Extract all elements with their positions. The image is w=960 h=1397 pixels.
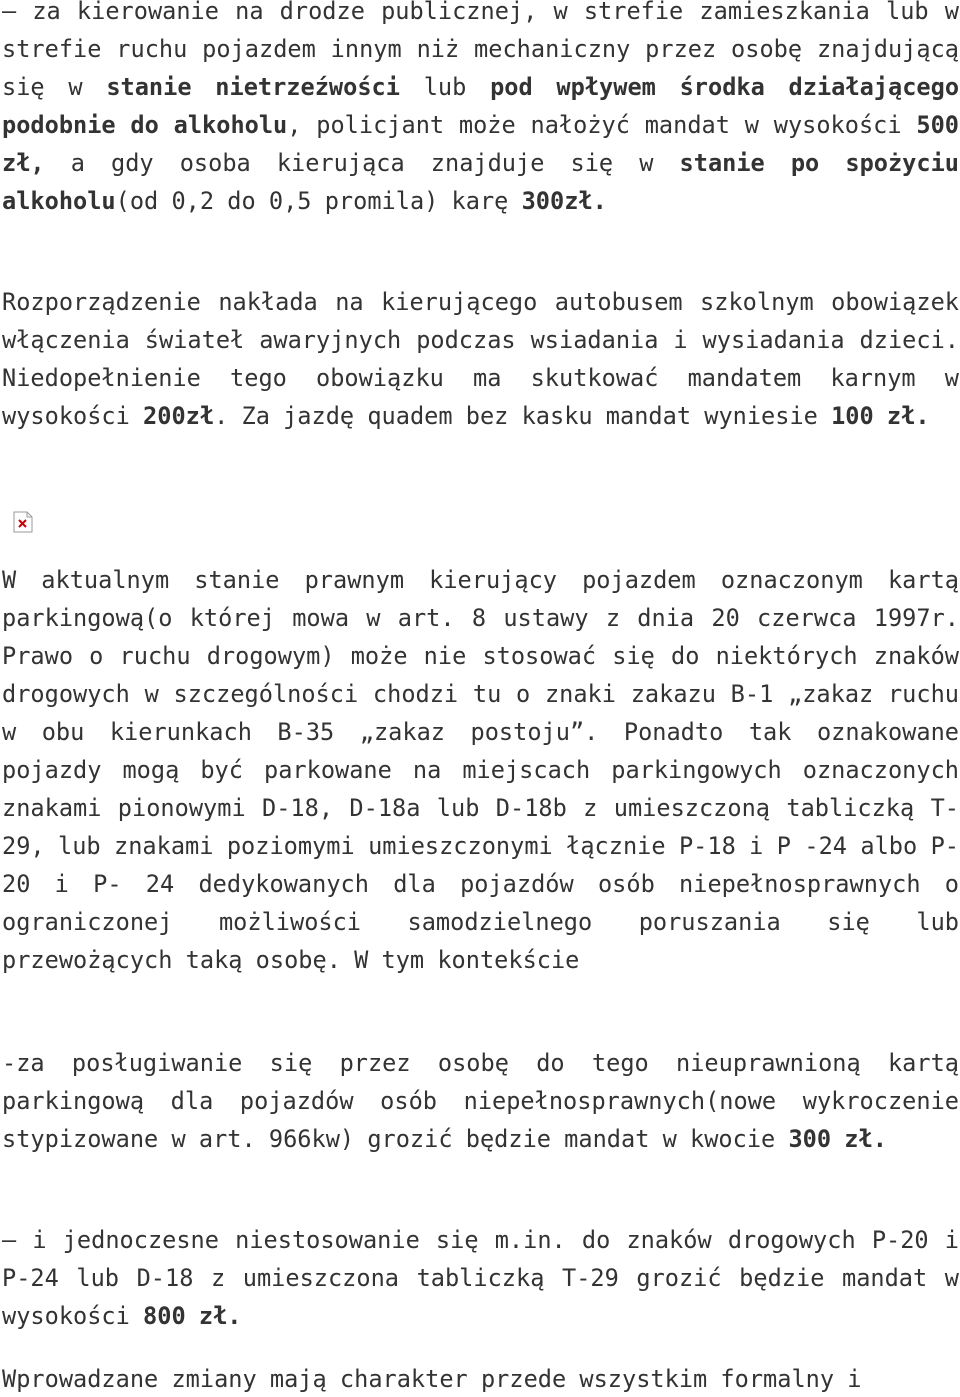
bold-text: 300 zł.: [788, 1125, 887, 1153]
broken-image-icon: [13, 506, 33, 528]
bold-text: stanie po spożyciu alkoholu: [2, 149, 959, 215]
bold-text: 100 zł.: [831, 402, 930, 430]
text-run: Wprowadzane zmiany mają charakter przede wszystkim formalny i: [2, 1365, 862, 1393]
paragraph-parking-card-misuse: [2, 1044, 959, 1158]
text-run: Rozporządzenie nakłada na kierującego autobusem szkolnym obowiązek włączenia świateł awaryjnych podczas wsiadania i wysiadania dzieci. Niedopełnienie tego obowiązku ma skutkować mandatem karnym w wysokości: [2, 288, 959, 430]
bold-text: 500 zł,: [2, 111, 959, 177]
paragraph-changes-formal: [2, 1360, 959, 1397]
text-run: a gdy osoba kierująca znajduje się w: [44, 149, 680, 177]
text-run: . Za jazdę quadem bez kasku mandat wyniesie: [214, 402, 832, 430]
text-run: , policjant może nałożyć mandat w wysokości: [287, 111, 917, 139]
text-run: -za posługiwanie się przez osobę do tego nieuprawnioną kartą parkingową dla pojazdów osób niepełnosprawnych(nowe wykroczenie stypizowane w art. 966kw) grozić będzie mandat w kwocie: [2, 1049, 959, 1153]
text-run: – za kierowanie na drodze publicznej, w strefie zamieszkania lub w strefie ruchu pojazdem innym niż mechaniczny przez osobę znajdującą się w: [2, 0, 959, 101]
text-run: lub: [399, 73, 491, 101]
paragraph-sign-noncompliance: [2, 1221, 959, 1335]
paragraph-parking-card: [2, 561, 959, 979]
bold-text: pod wpływem środka działającego podobnie do alkoholu: [2, 73, 960, 139]
text-run: – i jednoczesne niestosowanie się m.in. do znaków drogowych P-20 i P-24 lub D-18 z umieszczona tabliczką T-29 grozić będzie mandat w wysokości: [2, 1226, 959, 1330]
paragraph-school-bus-quad: [2, 283, 959, 435]
bold-text: 300zł.: [521, 187, 607, 215]
paragraph-alcohol-fines: [2, 0, 959, 220]
bold-text: stanie nietrzeźwości: [106, 73, 400, 101]
text-run: (od 0,2 do 0,5 promila) karę: [115, 187, 522, 215]
text-run: W aktualnym stanie prawnym kierujący pojazdem oznaczonym kartą parkingową(o której mowa w art. 8 ustawy z dnia 20 czerwca 1997r. Prawo o ruchu drogowym) może nie stosować się do niektórych znaków drogowych w szczególności chodzi tu o znaki zakazu B-1 „zakaz ruchu w obu kierunkach B-35 „zakaz postoju”. Ponadto tak oznakowane pojazdy mogą być parkowane na miejscach parkingowych oznaczonych znakami pionowymi D-18, D-18a lub D-18b z umieszczoną tabliczką T-29, lub znakami poziomymi umieszczonymi łącznie P-18 i P -24 albo P- 20 i P- 24 dedykowanych dla pojazdów osób niepełnosprawnych o ograniczonej możliwości samodzielnego poruszania się lub przewożących taką osobę. W tym kontekście: [2, 566, 959, 974]
bold-text: 800 zł.: [143, 1302, 242, 1330]
bold-text: 200zł: [143, 402, 215, 430]
